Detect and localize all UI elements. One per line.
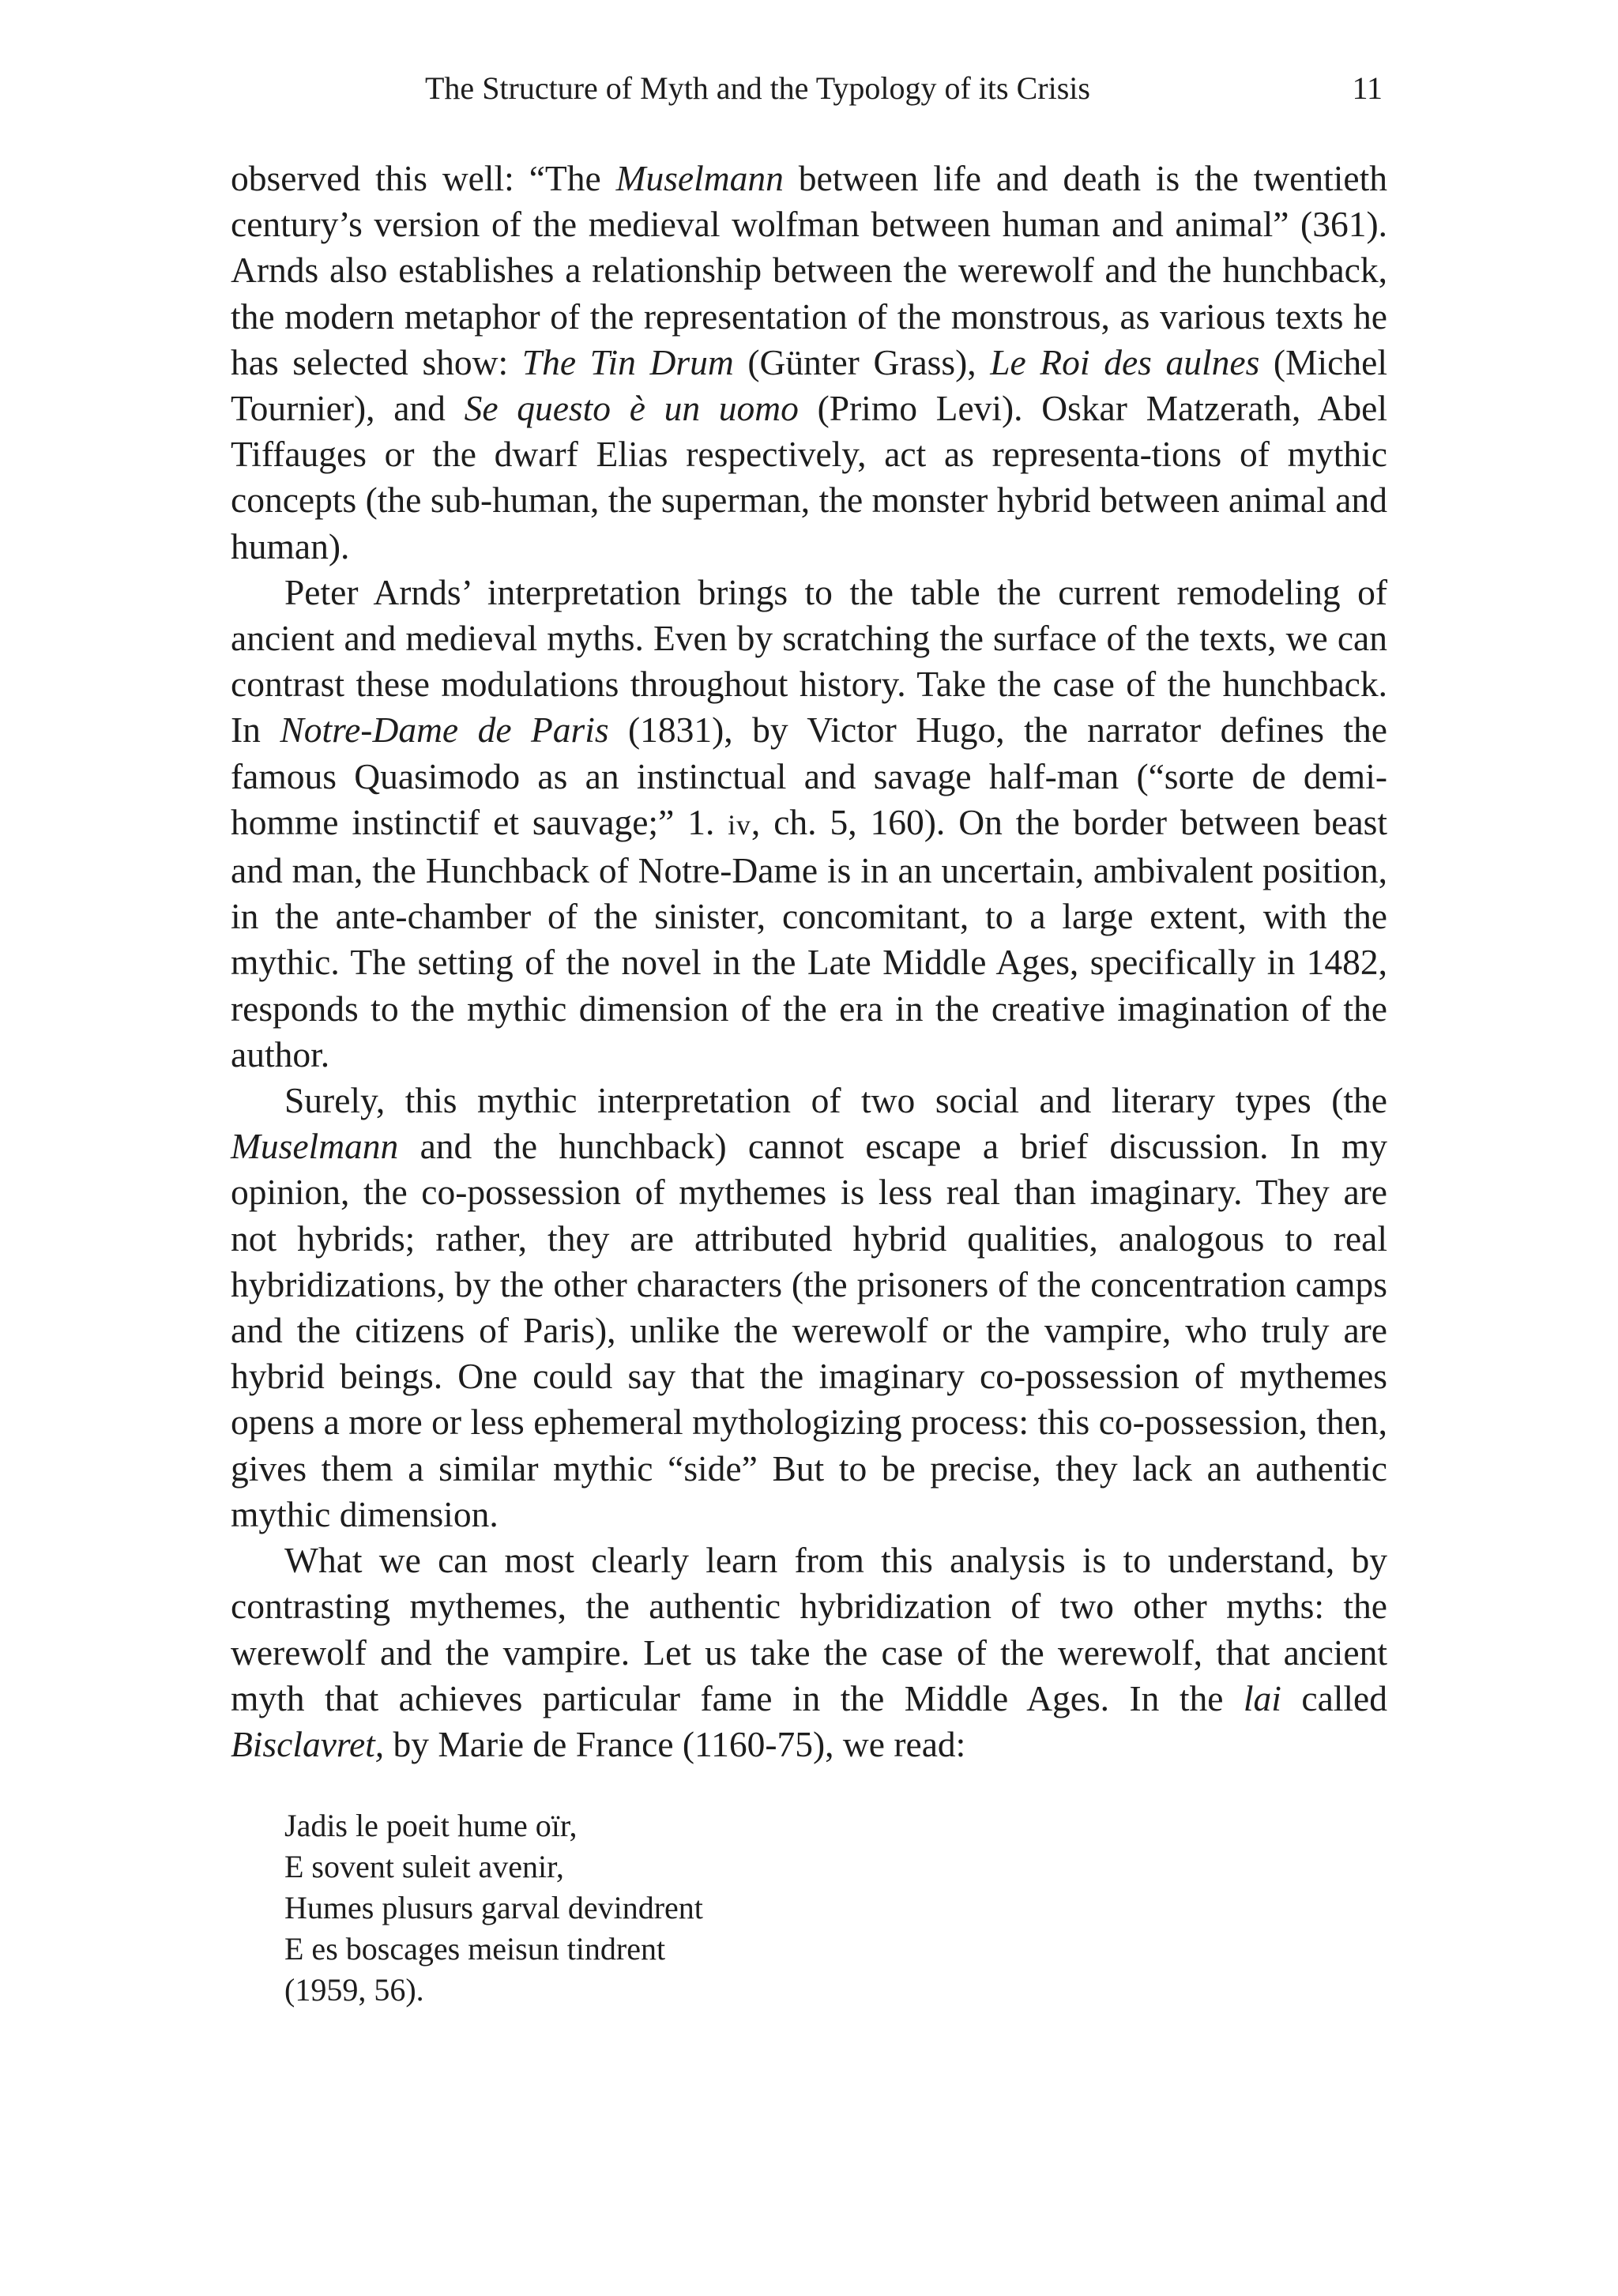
text-run: (Michel Tournier), and [231, 341, 1387, 429]
paragraph [231, 1078, 1387, 1538]
text-run: (Günter Grass), [733, 341, 991, 382]
verse-line: Jadis le poeit hume oïr, [284, 1808, 578, 1843]
text-run: and the hunchback) cannot escape a brief discussion. In my opinion, the co-possession of mythemes is less real than imaginary. They are not hybrids; rather, they are attributed hybrid qualities, analogous to real hybridizations, by the other characters (the prisoners of the concentration camps and the citizens of Paris), unlike the werewolf or the vampire, who truly are hybrid beings. One could say that the imaginary co-possession of mythemes opens a more or less ephemeral mythologizing process: this co-possession, then, gives them a similar mythic “side” But to be precise, they lack an authentic mythic dimension. [231, 1126, 1387, 1534]
book-title: Notre-Dame de Paris [280, 710, 609, 751]
book-title: The Tin Drum [521, 341, 734, 382]
verse-line: E es boscages meisun tindrent [284, 1931, 666, 1967]
block-quote [284, 1805, 703, 2011]
text-run: between life and death is the twentieth century’s version of the medieval wolfman between human and animal” (361). Arnds also establishes a relationship between the werewolf and the hunchback, the modern metaphor of the representation of the monstrous, as various texts he has selected show: [231, 158, 1387, 382]
text-run: Surely, this mythic interpretation of two social and literary types (the [284, 1080, 1387, 1121]
text-run: by Marie de France (1160-75), we read: [384, 1723, 966, 1764]
page-number: 11 [1352, 70, 1383, 106]
italic-term: Muselmann [615, 158, 784, 198]
paragraph [231, 1538, 1387, 1767]
paragraph [231, 156, 1387, 570]
text-run: What we can most clearly learn from this analysis is to understand, by contrasting mythemes, the authentic hybridization of two other myths: the werewolf and the vampire. Let us take the case of the werewolf, that ancient myth that achieves particular fame in the Middle Ages. In the [231, 1540, 1387, 1718]
running-title: The Structure of Myth and the Typology of its Crisis [425, 70, 1090, 106]
text-run: (1831), by Victor Hugo, the narrator defines the famous Quasimodo as an instinctual and savage half-man (“sorte de demi-homme instinctif et sauvage;” 1. [231, 710, 1388, 842]
book-title: Le Roi des aulnes [990, 341, 1260, 382]
book-title: Se questo è un uomo [464, 388, 799, 429]
italic-term: lai [1243, 1677, 1281, 1718]
running-header [229, 65, 1383, 112]
body-text [231, 156, 1387, 1767]
text-run: , ch. 5, 160). On the border between beast and man, the Hunchback of Notre-Dame is in an uncertain, ambivalent position, in the ante-chamber of the sinister, concomitant, to a large extent, with the mythic. The setting of the novel in the Late Middle Ages, specifically in 1482, responds to the mythic dimension of the era in the creative imagination of the author. [231, 801, 1387, 1075]
paragraph [231, 570, 1387, 1078]
small-caps-numeral: iv [728, 808, 751, 841]
verse-line: Humes plusurs garval devindrent [284, 1890, 703, 1925]
verse-line: E sovent suleit avenir, [284, 1849, 564, 1884]
text-run: Peter Arnds’ interpretation brings to the table the current remodeling of ancient and medieval myths. Even by scratching the surface of the texts, we can contrast these modulations throughout history. Take the case of the hunchback. In [231, 571, 1387, 751]
italic-term: Muselmann [231, 1126, 399, 1167]
text-run: called [1281, 1677, 1387, 1718]
quote-citation: (1959, 56). [284, 1972, 424, 2008]
text-run: (Primo Levi). Oskar Matzerath, Abel Tiffauges or the dwarf Elias respectively, act as representa-tions of mythic concepts (the sub-human, the superman, the monster hybrid between animal and human). [231, 388, 1387, 566]
book-title: Bisclavret, [231, 1723, 385, 1764]
text-run: observed this well: “The [231, 158, 616, 198]
